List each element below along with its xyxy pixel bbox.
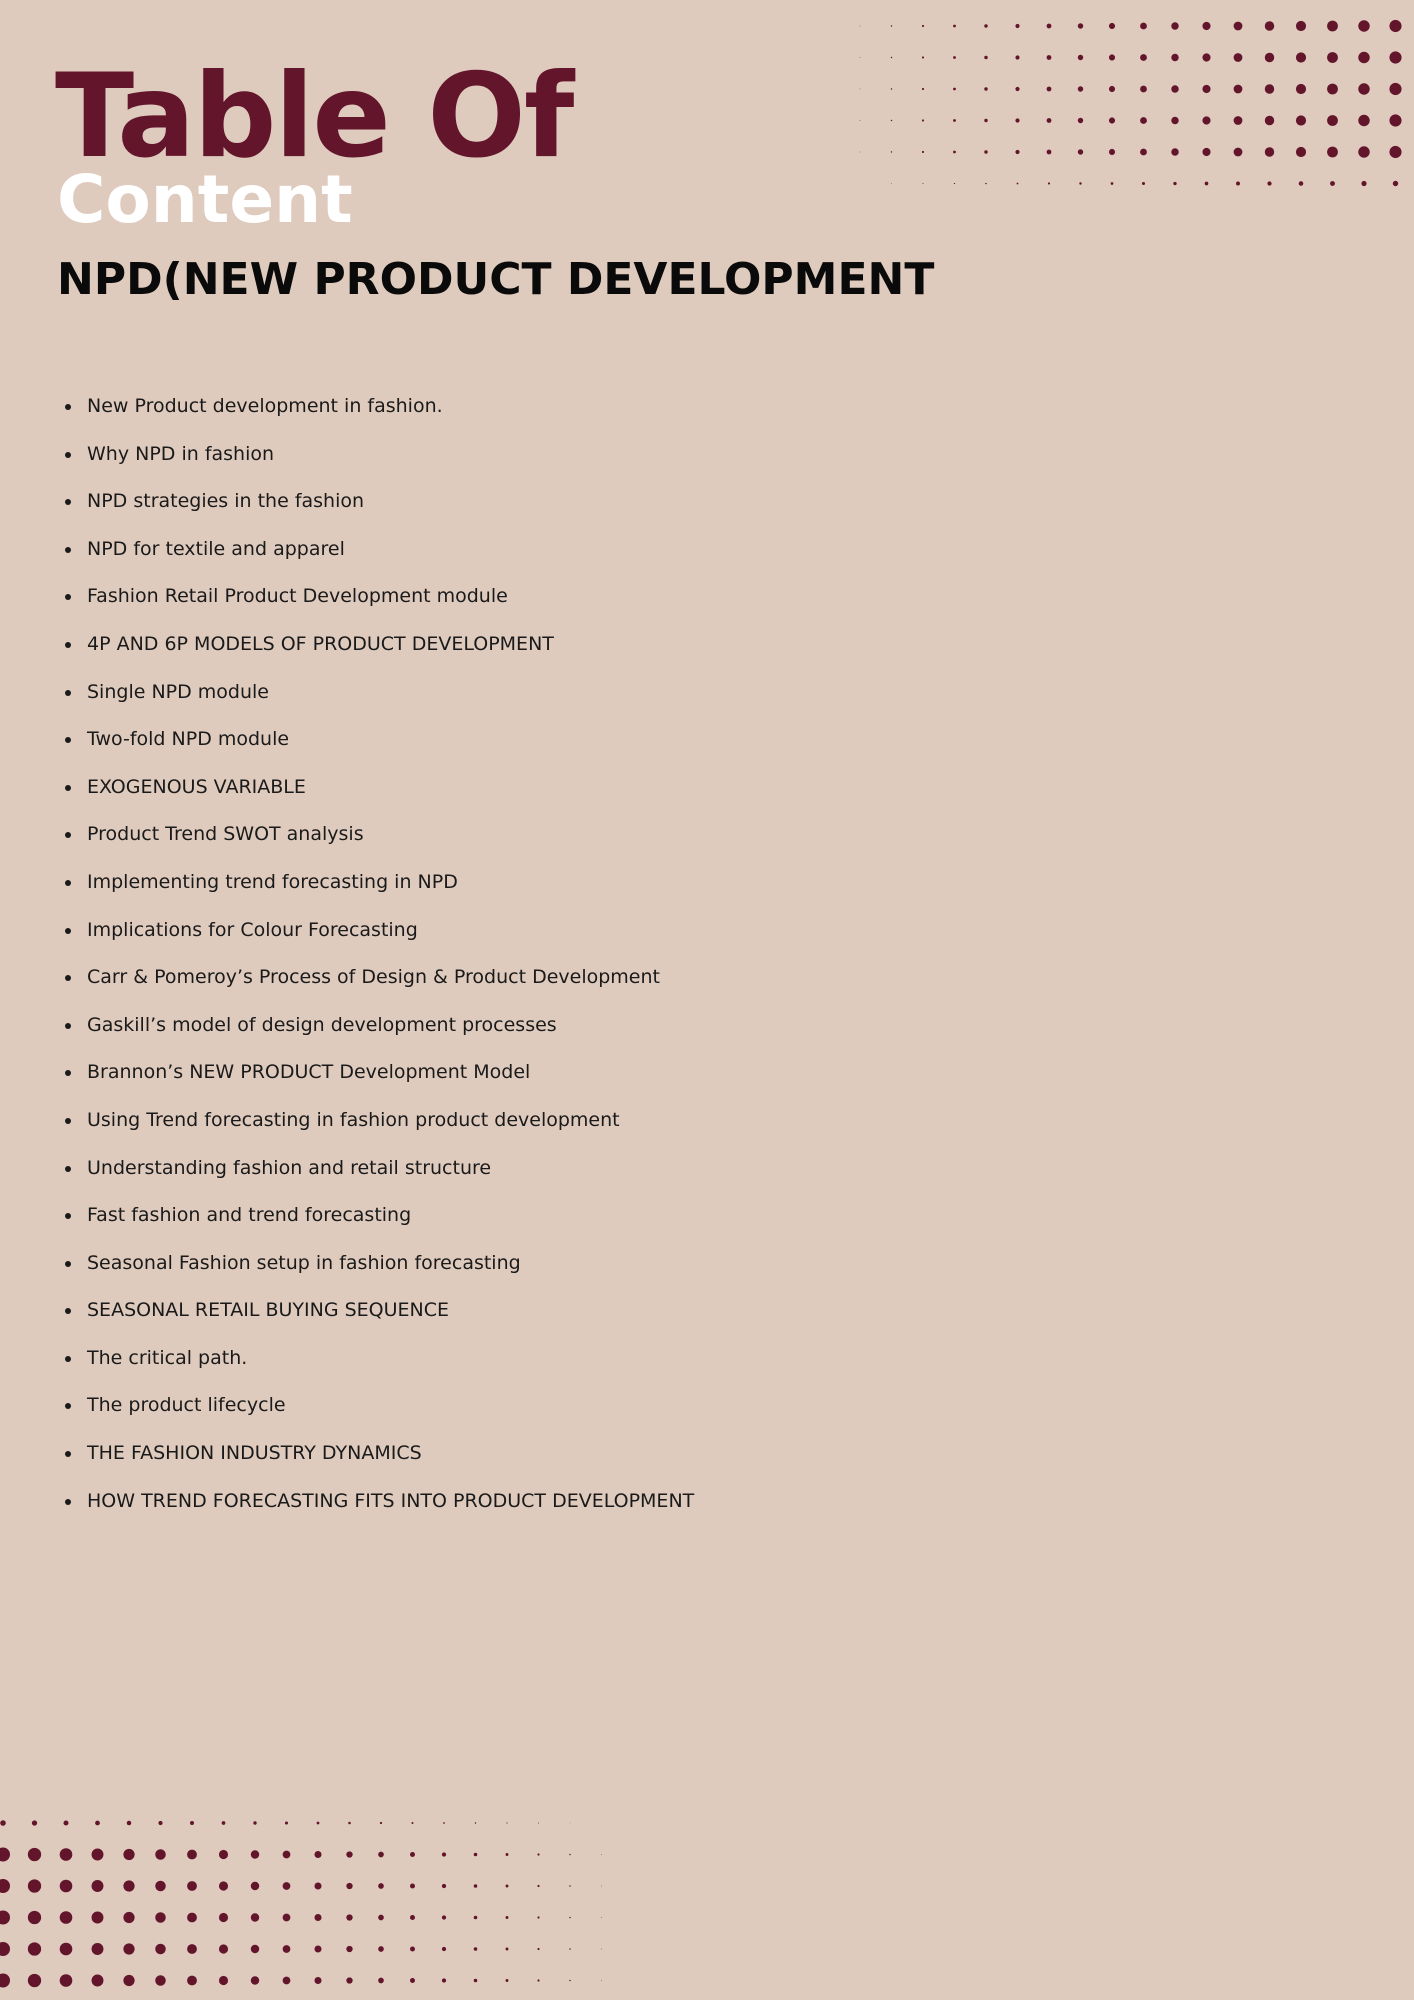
decorative-dot — [474, 1916, 478, 1920]
decorative-dot — [1111, 182, 1114, 185]
decorative-dot — [1047, 24, 1052, 29]
decorative-dot — [891, 57, 892, 58]
decorative-dot — [506, 1853, 509, 1856]
decorative-dot — [860, 26, 861, 27]
decorative-dot — [1358, 146, 1369, 157]
decorative-dot — [28, 1942, 41, 1955]
decorative-dot — [251, 1976, 259, 1984]
decorative-dot — [1171, 148, 1178, 155]
decorative-dot — [314, 1882, 321, 1889]
decorative-dot — [1205, 182, 1209, 186]
decorative-dot — [1109, 86, 1115, 92]
toc-item: Brannon’s NEW PRODUCT Development Model — [0, 1049, 760, 1097]
decorative-dot — [1265, 116, 1274, 125]
decorative-dot — [506, 1916, 509, 1919]
decorative-dot — [860, 152, 861, 153]
decorative-dot — [1109, 23, 1115, 29]
decorative-dot — [346, 1851, 352, 1857]
decorative-dot — [1389, 20, 1401, 32]
decorative-dot — [60, 1911, 73, 1924]
decorative-dot — [283, 1851, 291, 1859]
toc-item: SEASONAL RETAIL BUYING SEQUENCE — [0, 1287, 760, 1335]
decorative-dot — [1265, 84, 1274, 93]
toc-item: The product lifecycle — [0, 1382, 760, 1430]
decorative-dot — [1236, 182, 1240, 186]
decorative-dot — [92, 1943, 104, 1955]
decorative-dot — [891, 25, 892, 26]
decorative-dot — [0, 1942, 10, 1956]
decorative-dot — [283, 1945, 291, 1953]
decorative-dot — [475, 1822, 476, 1823]
decorative-dot — [506, 1979, 509, 1982]
decorative-dot — [442, 1915, 446, 1919]
decorative-dot — [442, 1852, 446, 1856]
decorative-dot — [1015, 24, 1019, 28]
decorative-dot — [506, 1948, 509, 1951]
decorative-dot — [155, 1975, 166, 1986]
decorative-dot — [923, 183, 924, 184]
decorative-dot — [1234, 85, 1243, 94]
decorative-dot — [984, 87, 987, 90]
decorative-dot — [1327, 84, 1338, 95]
decorative-dot — [1140, 149, 1147, 156]
toc-item: The critical path. — [0, 1335, 760, 1383]
decorative-dot — [1265, 147, 1274, 156]
decorative-dot — [1202, 53, 1210, 61]
decorative-dot — [285, 1821, 288, 1824]
decorative-dot — [123, 1912, 134, 1923]
decorative-dot — [155, 1944, 166, 1955]
decorative-dot — [412, 1822, 414, 1824]
decorative-dot — [155, 1849, 166, 1860]
decorative-dot — [1389, 83, 1401, 95]
decorative-dot — [346, 1914, 352, 1920]
decorative-dot — [219, 1881, 228, 1890]
decorative-dot-pattern-top — [820, 0, 1414, 200]
decorative-dot — [410, 1884, 415, 1889]
decorative-dot — [1015, 118, 1019, 122]
toc-item: HOW TREND FORECASTING FITS INTO PRODUCT DEVELOPMENT — [0, 1478, 760, 1526]
decorative-dot — [378, 1915, 384, 1921]
toc-item: EXOGENOUS VARIABLE — [0, 764, 760, 812]
decorative-dot — [474, 1853, 478, 1857]
page-title-continuation: Content — [57, 161, 353, 238]
decorative-dot — [537, 1853, 539, 1855]
decorative-dot — [1171, 85, 1178, 92]
decorative-dot — [537, 1916, 539, 1918]
decorative-dot — [1140, 86, 1147, 93]
decorative-dot — [410, 1978, 415, 1983]
decorative-dot — [123, 1880, 134, 1891]
decorative-dot — [60, 1943, 73, 1956]
decorative-dot — [860, 89, 861, 90]
decorative-dot — [1327, 21, 1338, 32]
decorative-dot — [601, 1949, 602, 1950]
toc-item: Fashion Retail Product Development module — [0, 573, 760, 621]
decorative-dot — [1171, 54, 1178, 61]
decorative-dot — [922, 151, 924, 153]
decorative-dot — [253, 1821, 256, 1824]
decorative-dot — [1078, 86, 1083, 91]
decorative-dot — [1109, 54, 1115, 60]
decorative-dot — [60, 1974, 73, 1987]
decorative-dot — [1017, 183, 1019, 185]
decorative-dot — [537, 1948, 539, 1950]
decorative-dot — [601, 1854, 602, 1855]
decorative-dot — [32, 1820, 37, 1825]
decorative-dot — [953, 151, 956, 154]
decorative-dot — [443, 1822, 445, 1824]
toc-item: Single NPD module — [0, 669, 760, 717]
decorative-dot — [187, 1976, 197, 1986]
decorative-dot — [314, 1851, 321, 1858]
decorative-dot — [92, 1975, 104, 1987]
toc-item: Implementing trend forecasting in NPD — [0, 859, 760, 907]
decorative-dot — [1265, 53, 1274, 62]
decorative-dot — [601, 1980, 602, 1981]
toc-item: Two-fold NPD module — [0, 716, 760, 764]
decorative-dot — [1048, 182, 1050, 184]
toc-item: Fast fashion and trend forecasting — [0, 1192, 760, 1240]
decorative-dot — [187, 1913, 197, 1923]
decorative-dot — [1327, 115, 1338, 126]
page-title: Table Of — [55, 49, 573, 184]
decorative-dot — [0, 1879, 10, 1893]
toc-item: New Product development in fashion. — [0, 383, 760, 431]
decorative-dot — [317, 1822, 320, 1825]
decorative-dot — [378, 1946, 384, 1952]
decorative-dot — [569, 1885, 571, 1887]
decorative-dot — [0, 1820, 6, 1826]
decorative-dot — [474, 1979, 478, 1983]
decorative-dot — [346, 1977, 352, 1983]
decorative-dot — [187, 1881, 197, 1891]
decorative-dot — [1078, 149, 1083, 154]
decorative-dot — [1202, 148, 1210, 156]
decorative-dot — [1234, 116, 1243, 125]
decorative-dot — [92, 1849, 104, 1861]
decorative-dot — [1047, 87, 1052, 92]
decorative-dot — [569, 1917, 571, 1919]
decorative-dot — [954, 183, 955, 184]
decorative-dot — [985, 183, 987, 185]
decorative-dot — [1015, 87, 1019, 91]
decorative-dot — [1299, 181, 1304, 186]
decorative-dot — [922, 56, 924, 58]
decorative-dot-pattern-bottom — [0, 1800, 660, 2000]
decorative-dot — [1015, 55, 1019, 59]
decorative-dot — [1202, 116, 1210, 124]
decorative-dot — [922, 88, 924, 90]
decorative-dot — [1173, 182, 1176, 185]
decorative-dot — [984, 24, 987, 27]
decorative-dot — [953, 25, 956, 28]
decorative-dot — [1078, 23, 1083, 28]
toc-item: Why NPD in fashion — [0, 431, 760, 479]
decorative-dot — [314, 1945, 321, 1952]
decorative-dot — [187, 1944, 197, 1954]
decorative-dot — [410, 1915, 415, 1920]
decorative-dot — [92, 1880, 104, 1892]
decorative-dot — [1389, 114, 1401, 126]
decorative-dot — [251, 1945, 259, 1953]
decorative-dot — [283, 1914, 291, 1922]
toc-item: THE FASHION INDUSTRY DYNAMICS — [0, 1430, 760, 1478]
decorative-dot — [190, 1821, 194, 1825]
toc-item: Seasonal Fashion setup in fashion forecasting — [0, 1240, 760, 1288]
decorative-dot — [410, 1947, 415, 1952]
decorative-dot — [1015, 150, 1019, 154]
decorative-dot — [569, 1854, 571, 1856]
decorative-dot — [1358, 20, 1369, 31]
decorative-dot — [474, 1947, 478, 1951]
decorative-dot — [1140, 54, 1147, 61]
decorative-dot — [984, 119, 987, 122]
decorative-dot — [1142, 182, 1145, 185]
decorative-dot — [410, 1852, 415, 1857]
decorative-dot — [953, 56, 956, 59]
decorative-dot — [346, 1883, 352, 1889]
decorative-dot — [474, 1884, 478, 1888]
decorative-dot — [891, 120, 892, 121]
decorative-dot — [314, 1914, 321, 1921]
toc-item: Gaskill’s model of design development processes — [0, 1002, 760, 1050]
decorative-dot — [1393, 181, 1398, 186]
decorative-dot — [922, 119, 924, 121]
decorative-dot — [891, 88, 892, 89]
decorative-dot — [442, 1947, 446, 1951]
decorative-dot — [95, 1821, 100, 1826]
decorative-dot — [314, 1977, 321, 1984]
decorative-dot — [1296, 115, 1306, 125]
decorative-dot — [1327, 147, 1338, 158]
decorative-dot — [1234, 22, 1243, 31]
decorative-dot — [380, 1822, 382, 1824]
decorative-dot — [1358, 52, 1369, 63]
decorative-dot — [1171, 117, 1178, 124]
decorative-dot — [1047, 55, 1052, 60]
decorative-dot — [378, 1852, 384, 1858]
decorative-dot — [1078, 118, 1083, 123]
decorative-dot — [222, 1821, 226, 1825]
decorative-dot — [1296, 21, 1306, 31]
decorative-dot — [155, 1912, 166, 1923]
decorative-dot — [60, 1848, 73, 1861]
toc-item: Carr & Pomeroy’s Process of Design & Product Development — [0, 954, 760, 1002]
decorative-dot — [1358, 115, 1369, 126]
decorative-dot — [1079, 182, 1081, 184]
decorative-dot — [219, 1944, 228, 1953]
decorative-dot — [537, 1885, 539, 1887]
decorative-dot — [1389, 146, 1401, 158]
decorative-dot — [155, 1881, 166, 1892]
decorative-dot — [1109, 117, 1115, 123]
decorative-dot — [891, 151, 892, 152]
decorative-dot — [283, 1882, 291, 1890]
decorative-dot — [569, 1980, 571, 1982]
decorative-dot — [1140, 23, 1147, 30]
decorative-dot — [123, 1849, 134, 1860]
decorative-dot — [0, 1974, 10, 1988]
decorative-dot — [984, 150, 987, 153]
decorative-dot — [1389, 51, 1401, 63]
decorative-dot — [537, 1979, 539, 1981]
decorative-dot — [442, 1978, 446, 1982]
table-of-contents-list — [0, 383, 760, 1525]
decorative-dot — [1234, 148, 1243, 157]
decorative-dot — [1296, 52, 1306, 62]
decorative-dot — [219, 1976, 228, 1985]
decorative-dot — [953, 88, 956, 91]
decorative-dot — [1358, 83, 1369, 94]
toc-item: Understanding fashion and retail structure — [0, 1145, 760, 1193]
decorative-dot — [1078, 55, 1083, 60]
decorative-dot — [346, 1946, 352, 1952]
decorative-dot — [127, 1821, 131, 1825]
decorative-dot — [0, 1848, 10, 1862]
toc-item: Using Trend forecasting in fashion product development — [0, 1097, 760, 1145]
decorative-dot — [283, 1977, 291, 1985]
decorative-dot — [569, 1948, 571, 1950]
decorative-dot — [348, 1822, 351, 1825]
decorative-dot — [219, 1913, 228, 1922]
decorative-dot — [601, 1917, 602, 1918]
toc-item: 4P AND 6P MODELS OF PRODUCT DEVELOPMENT — [0, 621, 760, 669]
decorative-dot — [1202, 85, 1210, 93]
decorative-dot — [506, 1822, 507, 1823]
toc-item: NPD for textile and apparel — [0, 526, 760, 574]
decorative-dot — [601, 1886, 602, 1887]
decorative-dot — [442, 1884, 446, 1888]
decorative-dot — [219, 1850, 228, 1859]
decorative-dot — [1265, 21, 1274, 30]
decorative-dot — [1171, 22, 1178, 29]
decorative-dot — [158, 1821, 162, 1825]
decorative-dot — [28, 1911, 41, 1924]
decorative-dot — [1296, 84, 1306, 94]
decorative-dot — [1047, 150, 1052, 155]
decorative-dot — [378, 1978, 384, 1984]
decorative-dot — [251, 1882, 259, 1890]
decorative-dot — [860, 120, 861, 121]
decorative-dot — [63, 1820, 68, 1825]
decorative-dot — [922, 25, 924, 27]
decorative-dot — [1140, 117, 1147, 124]
decorative-dot — [891, 183, 892, 184]
decorative-dot — [1267, 181, 1271, 185]
decorative-dot — [0, 1911, 10, 1925]
toc-item: Product Trend SWOT analysis — [0, 811, 760, 859]
decorative-dot — [1047, 118, 1052, 123]
decorative-dot — [123, 1943, 134, 1954]
decorative-dot — [984, 56, 987, 59]
decorative-dot — [538, 1823, 539, 1824]
decorative-dot — [187, 1850, 197, 1860]
decorative-dot — [60, 1880, 73, 1893]
decorative-dot — [1327, 52, 1338, 63]
decorative-dot — [92, 1912, 104, 1924]
decorative-dot — [28, 1848, 41, 1861]
decorative-dot — [1234, 53, 1243, 62]
toc-item: Implications for Colour Forecasting — [0, 907, 760, 955]
decorative-dot — [506, 1885, 509, 1888]
decorative-dot — [123, 1975, 134, 1986]
decorative-dot — [1296, 147, 1306, 157]
decorative-dot — [1361, 181, 1366, 186]
decorative-dot — [28, 1974, 41, 1987]
toc-item: NPD strategies in the fashion — [0, 478, 760, 526]
decorative-dot — [860, 57, 861, 58]
document-subtitle: NPD(NEW PRODUCT DEVELOPMENT — [57, 254, 935, 305]
decorative-dot — [570, 1823, 571, 1824]
decorative-dot — [1330, 181, 1335, 186]
decorative-dot — [1109, 149, 1115, 155]
decorative-dot — [251, 1850, 259, 1858]
decorative-dot — [378, 1883, 384, 1889]
decorative-dot — [1202, 22, 1210, 30]
decorative-dot — [953, 119, 956, 122]
decorative-dot — [251, 1913, 259, 1921]
decorative-dot — [28, 1879, 41, 1892]
